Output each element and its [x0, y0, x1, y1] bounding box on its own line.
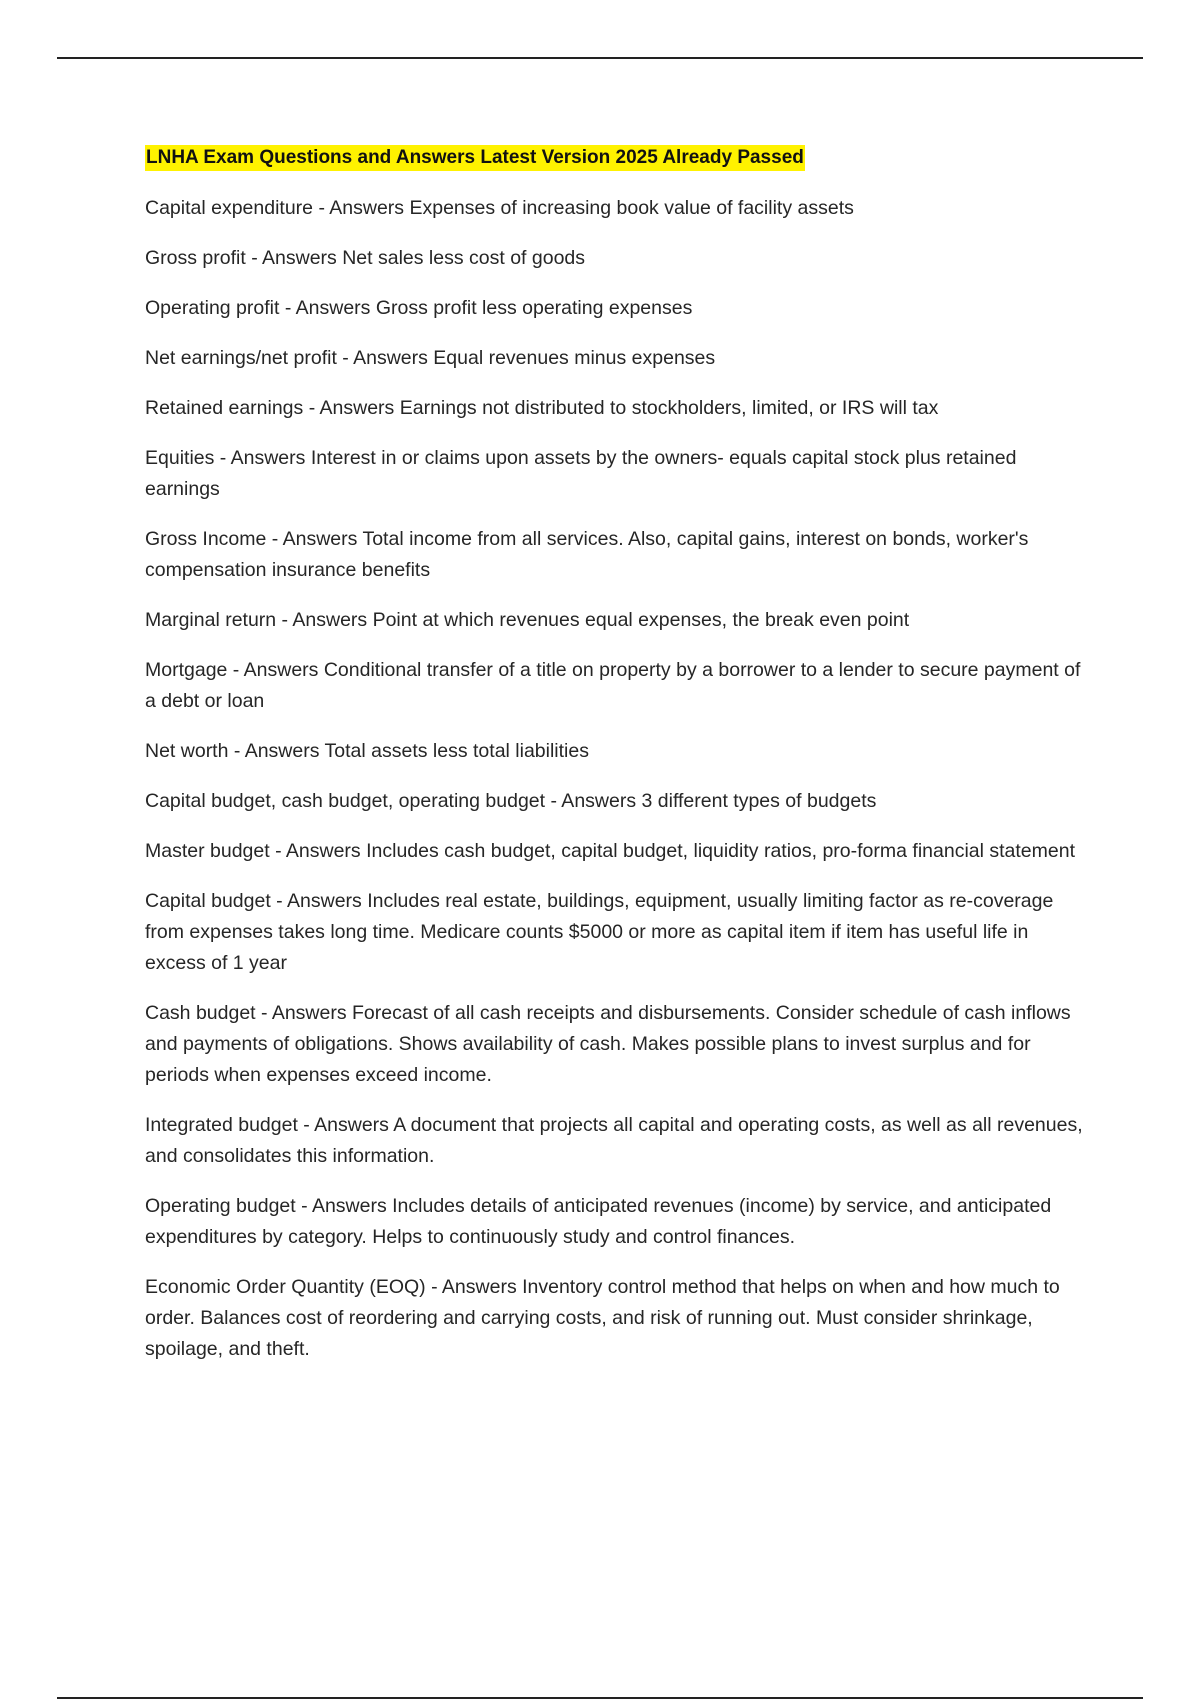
entry-capital-budget: Capital budget - Answers Includes real estate, buildings, equipment, usually limiting factor as re-coverage from expenses takes long time. Medicare counts $5000 or more as capital item if item has useful life in excess of 1 year	[145, 890, 1054, 974]
entry-equities: Equities - Answers Interest in or claims upon assets by the owners- equals capital stock plus retained earnings	[145, 447, 1017, 500]
entry-capital-expenditure: Capital expenditure - Answers Expenses of increasing book value of facility assets	[145, 197, 854, 219]
entry-marginal-return: Marginal return - Answers Point at which revenues equal expenses, the break even point	[145, 609, 910, 631]
entry-eoq: Economic Order Quantity (EOQ) - Answers Inventory control method that helps on when and how much to order. Balances cost of reordering and carrying costs, and risk of running out. Must consider shrinkage, spoilage, and theft.	[145, 1276, 1060, 1360]
entry-net-earnings: Net earnings/net profit - Answers Equal revenues minus expenses	[145, 347, 716, 369]
entry-retained-earnings: Retained earnings - Answers Earnings not distributed to stockholders, limited, or IRS will tax	[145, 397, 939, 419]
entry-net-worth: Net worth - Answers Total assets less total liabilities	[145, 740, 589, 762]
footer-rule	[57, 1697, 1143, 1699]
entry-operating-profit: Operating profit - Answers Gross profit less operating expenses	[145, 297, 693, 319]
entry-gross-income: Gross Income - Answers Total income from all services. Also, capital gains, interest on bonds, worker's compensation insurance benefits	[145, 528, 1029, 581]
document-title: LNHA Exam Questions and Answers Latest Version 2025 Already Passed	[145, 145, 805, 171]
entry-cash-budget: Cash budget - Answers Forecast of all cash receipts and disbursements. Consider schedule of cash inflows and payments of obligations. Shows availability of cash. Makes possible plans to invest surplus and for periods when expenses exceed income.	[145, 1002, 1071, 1086]
document-body	[145, 145, 1090, 1384]
entry-operating-budget: Operating budget - Answers Includes details of anticipated revenues (income) by service, and anticipated expenditures by category. Helps to continuously study and control finances.	[145, 1195, 1052, 1248]
entry-gross-profit: Gross profit - Answers Net sales less cost of goods	[145, 247, 586, 269]
entry-budget-types: Capital budget, cash budget, operating budget - Answers 3 different types of budgets	[145, 790, 877, 812]
entry-integrated-budget: Integrated budget - Answers A document that projects all capital and operating costs, as well as all revenues, and consolidates this information.	[145, 1114, 1083, 1167]
entry-mortgage: Mortgage - Answers Conditional transfer of a title on property by a borrower to a lender to secure payment of a debt or loan	[145, 659, 1081, 712]
header-rule	[57, 57, 1143, 59]
entry-master-budget: Master budget - Answers Includes cash budget, capital budget, liquidity ratios, pro-forma financial statement	[145, 840, 1075, 862]
